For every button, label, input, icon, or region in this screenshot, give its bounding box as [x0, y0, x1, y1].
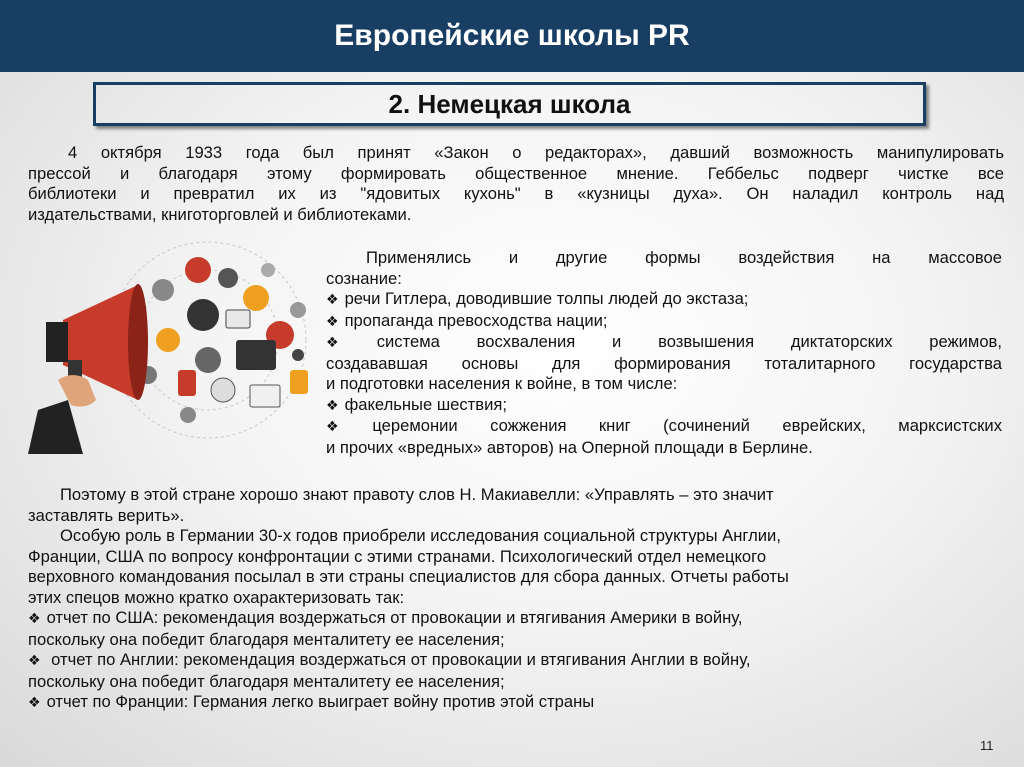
text-line: прессой и благодаря этому формировать общественное мнение. Геббельс подверг чистке все	[28, 163, 1004, 183]
bullet-icon: ❖	[326, 292, 339, 308]
propaganda-megaphone-illustration	[28, 240, 324, 454]
hand-holding-megaphone	[28, 375, 96, 454]
bullet-icon: ❖	[28, 653, 41, 669]
text-line: Особую роль в Германии 30-х годов приобрели исследования социальной структуры Англии,	[60, 526, 781, 545]
paragraph-machiavelli-and-reports	[28, 485, 1008, 714]
text-line: издательствами, книготорговлей и библиотеками.	[28, 204, 412, 224]
text-line: библиотеки и превратил их из "ядовитых кухонь" в «кузницы духа». Он наладил контроль над	[28, 184, 1004, 203]
slide-title: Европейские школы PR	[334, 19, 690, 52]
bullet-icon: ❖	[326, 335, 371, 351]
paragraph-intro	[28, 143, 1004, 225]
list-item: ❖ отчет по США: рекомендация воздержаться от провокации и втягивания Америки в войну,	[28, 608, 743, 627]
bullet-icon: ❖	[326, 313, 339, 330]
bullet-icon: ❖	[326, 397, 339, 414]
text-line: этих спецов можно кратко охарактеризовать так:	[28, 587, 405, 607]
list-item: ❖ отчет по Англии: рекомендация воздержаться от провокации и втягивания Англии в войну,	[28, 650, 751, 669]
text-line: создававшая основы для формирования тоталитарного государства	[326, 353, 1002, 373]
bullet-icon: ❖	[326, 419, 367, 435]
page-number: 11	[980, 738, 994, 753]
text-line: Применялись и другие формы воздействия на массовое	[366, 248, 1002, 267]
header-bar	[0, 0, 1024, 72]
text-line: 4 октября 1933 года был принят «Закон о редакторах», давший возможность манипулировать	[68, 143, 1004, 162]
icon-cluster	[139, 257, 308, 423]
text-line: Поэтому в этой стране хорошо знают правоту слов Н. Макиавелли: «Управлять – это значит	[60, 485, 774, 504]
list-item: ❖ факельные шествия;	[326, 394, 507, 414]
paragraph-forms-of-influence	[326, 248, 1002, 458]
text-line: и прочих «вредных» авторов) на Оперной площади в Берлине.	[326, 437, 813, 457]
bullet-icon: ❖	[28, 611, 41, 627]
subtitle: 2. Немецкая школа	[388, 88, 631, 119]
text-line: верховного командования посылал в эти страны специалистов для сбора данных. Отчеты работы	[28, 567, 789, 586]
bullet-icon: ❖	[28, 695, 41, 711]
text-line: Франции, США по вопросу конфронтации с этими странами. Психологический отдел немецкого	[28, 546, 767, 566]
text-line: поскольку она победит благодаря менталитету ее населения;	[28, 671, 505, 691]
list-item: ❖ пропаганда превосходства нации;	[326, 310, 608, 330]
list-item: ❖ церемонии сожжения книг (сочинений еврейских, марксистских	[326, 416, 1002, 435]
text-line: поскольку она победит благодаря менталитету ее населения;	[28, 629, 505, 649]
list-item: ❖ речи Гитлера, доводившие толпы людей до экстаза;	[326, 289, 749, 308]
text-line: заставлять верить».	[28, 505, 185, 525]
list-item: ❖ отчет по Франции: Германия легко выиграет войну против этой страны	[28, 692, 595, 711]
list-item: ❖ система восхваления и возвышения диктаторских режимов,	[326, 332, 1002, 351]
text-line: и подготовки населения к войне, в том числе:	[326, 374, 678, 393]
text-line: сознание:	[326, 268, 402, 288]
subtitle-box	[93, 82, 926, 126]
